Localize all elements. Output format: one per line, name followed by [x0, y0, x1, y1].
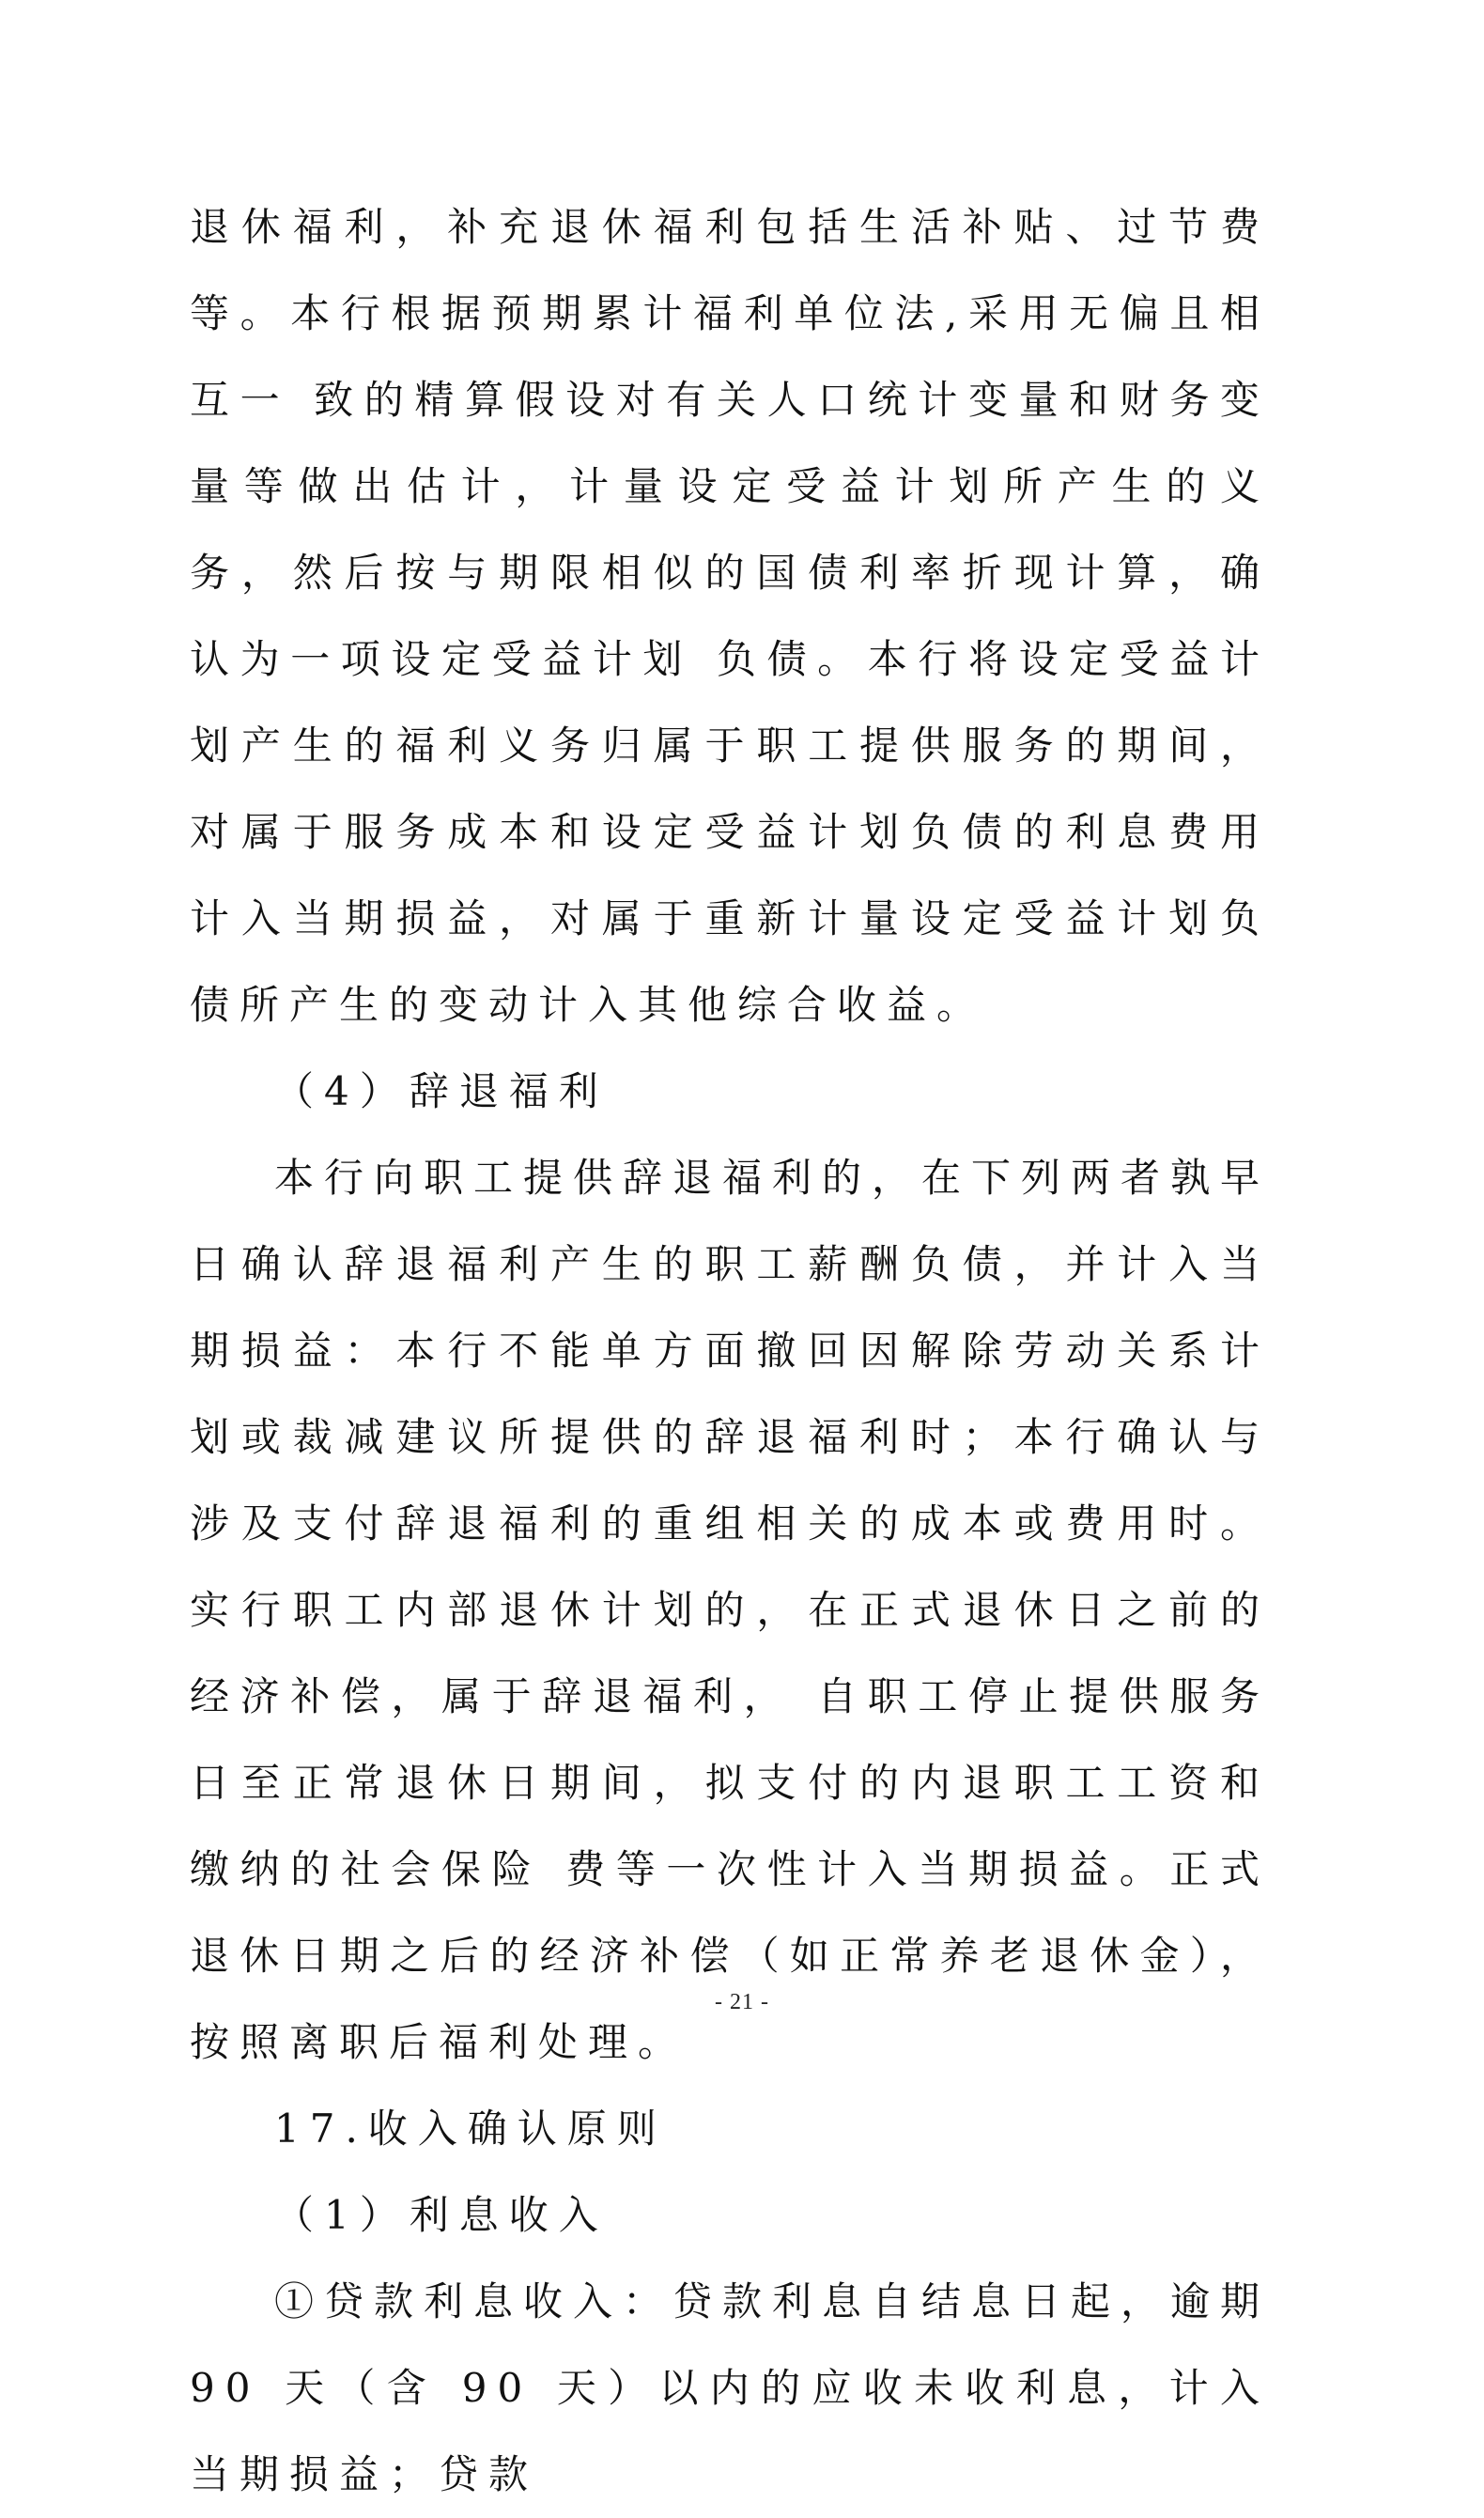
paragraph-termination-benefits: 本行向职工提供辞退福利的，在下列两者孰早日确认辞退福利产生的职工薪酬负债，并计入当期损益：本行不能单方面撤回因解除劳动关系计划或裁减建议所提供的辞退福利时；本行确认与涉及支付辞退福利的重组相关的成本或费用时。实行职工内部退休计划的，在正式退休日之前的经济补偿，属于辞退福利， 自职工停止提供服务日至正常退休日期间，拟支付的内退职工工资和缴纳的社会保险 费等一次性计入当期损益。正式退休日期之后的经济补偿（如正常养老退休金），按照离职后福利处理。 [190, 1155, 1271, 2065]
page-number: - 21 - [715, 1990, 769, 2014]
heading-interest-income: （1）利息收入 [274, 2192, 609, 2238]
paragraph-loan-interest-income: ①贷款利息收入：贷款利息自结息日起，逾期 90 天（含 90 天）以内的应收未收利息，计入当期损益；贷款 [190, 2278, 1271, 2497]
heading-revenue-recognition: 17.收入确认原则 [274, 2106, 667, 2152]
heading-termination-benefits: （4）辞退福利 [274, 1068, 609, 1114]
paragraph-retirement-benefits-continuation: 退休福利，补充退休福利包括生活补贴、过节费等。本行根据预期累计福利单位法,采用无偏且相互一 致的精算假设对有关人口统计变量和财务变量等做出估计，计量设定受益计划所产生的义务，然后按与期限相似的国债利率折现计算，确认为一项设定受益计划 负债。本行将设定受益计划产生的福利义务归属于职工提供服务的期间，对属于服务成本和设定受益计划负债的利息费用计入当期损益，对属于重新计量设定受益计划负债所产生的变动计入其他综合收益。 [190, 204, 1270, 1028]
document-body [190, 184, 1270, 2518]
